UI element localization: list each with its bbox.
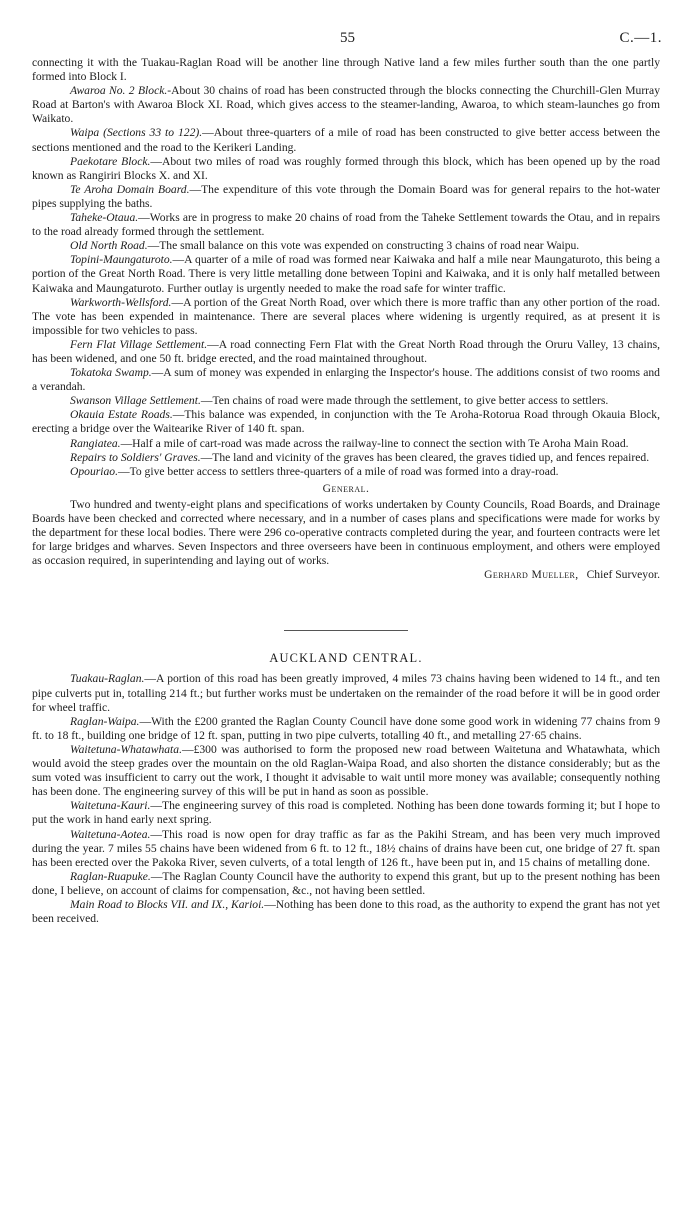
entry-paragraph	[32, 394, 660, 408]
entry-paragraph	[32, 84, 660, 126]
entry-text: —The Raglan County Council have the authority to expend this grant, but up to the present nothing has been done, I believe, on account of claims for compensation, &c., not having been settled.	[32, 869, 660, 897]
entry-text: —With the £200 granted the Raglan County Council have done some good work in widening 77 chains from 9 ft. to 18 ft., building one bridge of 12 ft. span, putting in two pipe culverts, totalling 40 ft., and metalling 27·65 chains.	[32, 714, 660, 742]
entry-title: Swanson Village Settlement.	[70, 394, 201, 408]
entry-title: Taheke-Otaua.	[70, 211, 139, 225]
entry-title: Awaroa No. 2 Block.	[70, 84, 168, 98]
entry-paragraph	[32, 408, 660, 436]
section-title: AUCKLAND CENTRAL.	[269, 651, 423, 666]
entry-title: Raglan-Ruapuke.	[70, 869, 151, 883]
entry-title: Topini-Maungaturoto.	[70, 253, 173, 267]
entry-text: —About three-quarters of a mile of road has been constructed to give better access between the sections mentioned and the road to the Kerikeri Landing.	[32, 126, 660, 154]
entry-paragraph	[32, 743, 660, 799]
signature-name: Gerhard Mueller,	[484, 568, 579, 582]
general-paragraph: Two hundred and twenty-eight plans and specifications of works undertaken by County Councils, Road Boards, and Drainage Boards have been checked and corrected where necessary, and in a number of cases plans and specifications were made for works by the department for these local bodies. There were 296 co-operative contracts completed during the year, and fourteen contracts were let for large bridges and wharves. Seven Inspectors and three overseers have been in continuous employment, and others were employed as occasion required, in superintending and laying out of works.	[32, 497, 660, 568]
entry-text: —A sum of money was expended in enlarging the Inspector's house. The additions consist of two rooms and a verandah.	[32, 366, 660, 394]
entry-title: Rangiatea.	[70, 436, 121, 450]
signature-title: Chief Surveyor.	[586, 568, 660, 582]
general-heading: General.	[322, 481, 370, 495]
second-section	[32, 651, 660, 926]
entry-paragraph	[32, 183, 660, 211]
entry-title: Opouriao.	[70, 464, 118, 478]
entry-text: —To give better access to settlers three-quarters of a mile of road was formed into a dray-road.	[118, 464, 559, 478]
entry-text: —A portion of this road has been greatly improved, 4 miles 73 chains having been widened to 14 ft., and ten pipe culverts put in, totalling 214 ft.; but further works must be undertaken on the remainder of the road before it will be in good order for wheel traffic.	[32, 672, 660, 714]
entry-title: Repairs to Soldiers' Graves.	[70, 450, 201, 464]
entry-paragraph	[32, 296, 660, 338]
entry-paragraph	[32, 451, 660, 465]
entry-text: —Nothing has been done to this road, as the authority to expend the grant has not yet been received.	[32, 897, 660, 926]
entry-text: —£300 was authorised to form the proposed new road between Waitetuna and Whatawhata, which would avoid the steep grades over the mountain on the old Raglan-Waipa Road, and also shorten the distance considerably; but as the sum voted was insufficient to carry out the work, I thought it advisable to wait until more money was available; consequently nothing has been done. The engineering survey of this will be put in hand as soon as possible.	[32, 742, 660, 799]
entry-title: Old North Road.	[70, 239, 148, 253]
entry-title: Waipa (Sections 33 to 122).	[70, 126, 203, 140]
entry-title: Fern Flat Village Settlement.	[70, 337, 208, 351]
entry-title: Waitetuna-Whatawhata.	[70, 742, 182, 756]
entry-title: Okauia Estate Roads.	[70, 408, 173, 422]
entry-paragraph	[32, 898, 660, 926]
entry-paragraph	[32, 672, 660, 714]
entry-paragraph	[32, 253, 660, 295]
entry-paragraph	[32, 338, 660, 366]
entry-text: —A road connecting Fern Flat with the Great North Road through the Oruru Valley, 13 chains, has been widened, and one 50 ft. bridge erected, and the road maintained throughout.	[32, 337, 660, 365]
entry-title: Raglan-Waipa.	[70, 714, 140, 728]
entry-title: Waitetuna-Kauri.	[70, 799, 151, 813]
document-page	[32, 30, 660, 926]
entry-text: —This road is now open for dray traffic as far as the Pakihi Stream, and has been very much improved during the year. 7 miles 55 chains have been widened from 6 ft. to 12 ft., 18½ chains of drains have been cut, one bridge of 27 ft. span has been erected over the Pakoka River, seven culverts, of a total length of 126 ft., have been put in, and 15 chains of metalling done.	[32, 827, 660, 869]
entry-paragraph	[32, 870, 660, 898]
entry-paragraph	[32, 211, 660, 239]
opening-paragraph: connecting it with the Tuakau-Raglan Road will be another line through Native land a few miles further south than the one partly formed into Block I.	[32, 56, 660, 84]
entry-text: —Ten chains of road were made through the settlement, to give better access to settlers.	[200, 394, 609, 408]
entry-title: Waitetuna-Aotea.	[70, 827, 151, 841]
entry-text: -About 30 chains of road has been constructed through the blocks connecting the Churchill-Glen Murray Road at Barton's with Awaroa Block XI. Road, which gives access to the steamer-landing, Awaroa, to which steam-launches go from Waikato.	[32, 84, 660, 126]
entry-title: Warkworth-Wellsford.	[70, 295, 172, 309]
entry-paragraph	[32, 799, 660, 827]
page-header	[32, 30, 660, 56]
signature-line	[32, 568, 660, 582]
entry-title: Main Road to Blocks VII. and IX., Karioi.	[70, 897, 265, 911]
entry-paragraph	[32, 828, 660, 870]
entry-text: —The land and vicinity of the graves has been cleared, the graves tidied up, and fences repaired.	[200, 450, 650, 464]
entry-text: —The engineering survey of this road is completed. Nothing has been done towards forming it; but I hope to put the work in hand early next spring.	[32, 799, 660, 827]
entry-paragraph	[32, 437, 660, 451]
entry-paragraph	[32, 126, 660, 154]
entry-text: —About two miles of road was roughly formed through this block, which has been opened up by the road known as Rangiriri Blocks X. and XI.	[32, 154, 661, 182]
entry-title: Tuakau-Raglan.	[70, 672, 145, 686]
entry-paragraph	[32, 155, 660, 183]
entry-text: —The expenditure of this vote through the Domain Board was for general repairs to the hot-water pipes supplying the baths.	[32, 182, 660, 210]
entry-text: —The small balance on this vote was expended on constructing 3 chains of road near Waipu.	[147, 239, 580, 253]
entry-title: Paekotare Block.	[70, 154, 151, 168]
document-reference: C.—1.	[619, 30, 662, 46]
entry-paragraph	[32, 465, 660, 479]
entry-text: —Half a mile of cart-road was made across the railway-line to connect the section with Te Aroha Main Road.	[120, 436, 629, 450]
entry-paragraph	[32, 366, 660, 394]
page-number: 55	[340, 30, 355, 46]
entry-paragraph	[32, 715, 660, 743]
entry-title: Tokatoka Swamp.	[70, 366, 152, 380]
section-divider	[284, 630, 408, 631]
entry-text: —A portion of the Great North Road, over which there is more traffic than any other portion of the road. The vote has been expended in maintenance. There are several places where widening is urgently required, as at present it is impossible for two vehicles to pass.	[32, 295, 660, 337]
entry-text: —Works are in progress to make 20 chains of road from the Taheke Settlement towards the Otau, and in repairs to the road already formed through the settlement.	[32, 211, 660, 239]
entry-text: —This balance was expended, in conjunction with the Te Aroha-Rotorua Road through Okauia Block, erecting a bridge over the Waitearike River of 140 ft. span.	[32, 408, 660, 436]
entry-paragraph	[32, 239, 660, 253]
first-section	[32, 56, 660, 582]
entry-text: —A quarter of a mile of road was formed near Kaiwaka and half a mile near Maungaturoto, this being a portion of the Great North Road. There is very little metalling done between Topini and Kaiwaka, and it is only half metalled between Kaiwaka and Maungaturoto. Further outlay is urgently needed to make the road safe for winter traffic.	[32, 253, 660, 295]
entry-title: Te Aroha Domain Board.	[70, 182, 190, 196]
